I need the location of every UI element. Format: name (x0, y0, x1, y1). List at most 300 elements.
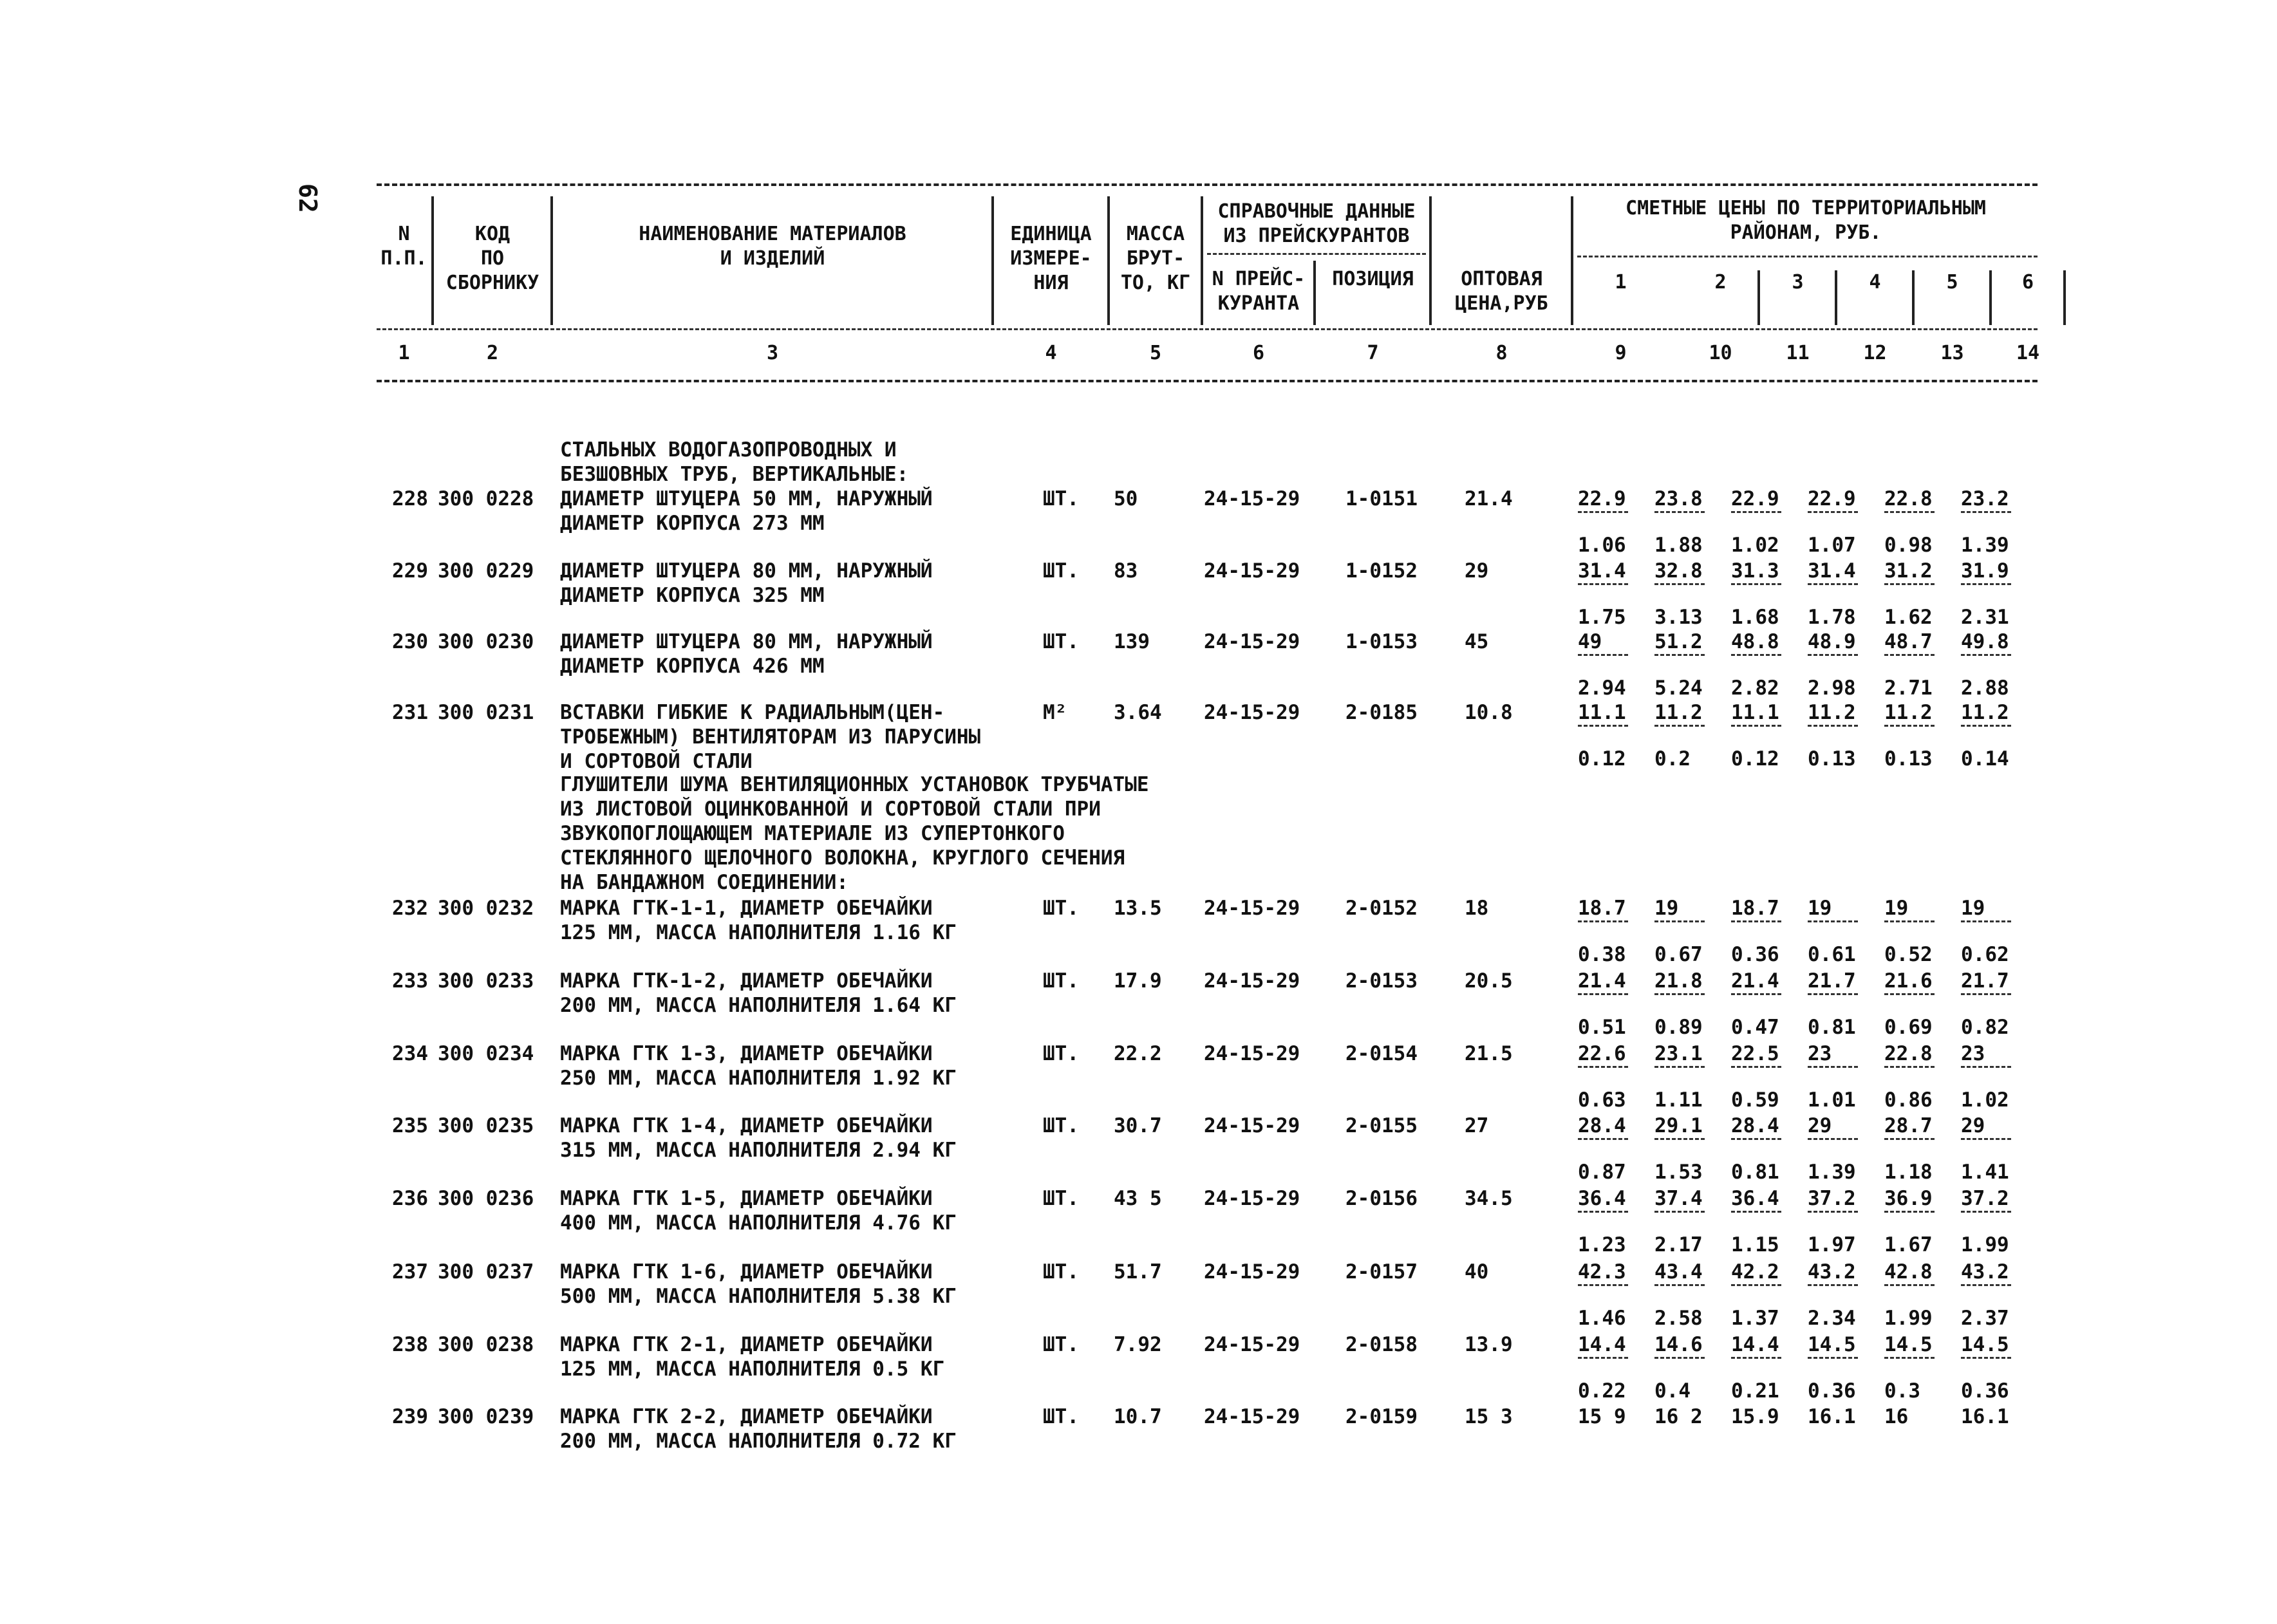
region-price: 32.8 (1654, 559, 1703, 583)
row-code: 300 0235 (438, 1114, 534, 1137)
intro-text (560, 438, 908, 487)
fraction-rule (1731, 1211, 1795, 1227)
region-freight: 0.21 (1731, 1379, 1779, 1403)
region-price: 21.7 (1808, 969, 1856, 993)
row-position: 1-0151 (1345, 487, 1418, 510)
region-freight: 0.67 (1654, 943, 1703, 966)
row-code: 300 0231 (438, 701, 534, 724)
row-wholesale-price: 21.4 (1465, 487, 1513, 510)
region-price: 16.1 (1808, 1405, 1856, 1428)
region-freight: 1.46 (1578, 1307, 1626, 1330)
row-mass: 22.2 (1114, 1042, 1162, 1065)
region-freight: 2.98 (1808, 677, 1856, 700)
row-name-line: И СОРТОВОЙ СТАЛИ (560, 750, 753, 773)
row-number: 237 (392, 1260, 428, 1283)
row-name-line: МАРКА ГТК 1-4, ДИАМЕТР ОБЕЧАЙКИ (560, 1114, 933, 1137)
table-row (377, 1260, 2038, 1333)
region-freight: 1.11 (1654, 1088, 1703, 1112)
col-number: 9 (1615, 342, 1627, 364)
row-code: 300 0228 (438, 487, 534, 510)
header-divider (1201, 196, 1203, 325)
row-wholesale-price: 13.9 (1465, 1333, 1513, 1356)
region-price: 43.2 (1808, 1260, 1856, 1283)
header-text: СМЕТНЫЕ ЦЕНЫ ПО ТЕРРИТОРИАЛЬНЫМ (1626, 197, 1986, 219)
header-text: ПО (480, 247, 505, 270)
col-number: 11 (1786, 342, 1810, 364)
fraction-rule (1961, 725, 2025, 742)
col-number: 5 (1149, 342, 1162, 364)
region-freight: 1.68 (1731, 606, 1779, 629)
header-text: ТО, КГ (1120, 272, 1191, 294)
row-code: 300 0230 (438, 630, 534, 653)
row-unit: ШТ. (1043, 1405, 1079, 1428)
region-freight: 1.02 (1961, 1088, 2009, 1112)
header-divider (1429, 196, 1432, 325)
header-price-group (1574, 196, 2038, 245)
row-price-list: 24-15-29 (1204, 897, 1300, 920)
region-freight: 1.75 (1578, 606, 1626, 629)
region-price: 19 (1654, 897, 1679, 920)
region-freight: 0.13 (1808, 747, 1856, 770)
region-freight: 3.13 (1654, 606, 1703, 629)
fraction-rule (1731, 725, 1795, 742)
row-name-line: МАРКА ГТК-1-1, ДИАМЕТР ОБЕЧАЙКИ (560, 897, 933, 920)
row-price-list: 24-15-29 (1204, 701, 1300, 724)
row-position: 1-0153 (1345, 630, 1418, 653)
region-price: 11.2 (1884, 701, 1933, 724)
fraction-rule (1654, 1284, 1719, 1301)
fraction-rule (1884, 993, 1949, 1010)
col-number: 8 (1495, 342, 1508, 364)
region-freight: 0.2 (1654, 747, 1691, 770)
region-freight: 0.61 (1808, 943, 1856, 966)
region-freight: 0.81 (1731, 1161, 1779, 1184)
row-name (560, 1114, 957, 1162)
row-wholesale-price: 15 3 (1465, 1405, 1513, 1428)
row-name-line: ДИАМЕТР КОРПУСА 426 ММ (560, 655, 825, 678)
table-row (377, 969, 2038, 1042)
region-freight: 1.39 (1808, 1161, 1856, 1184)
header-col-unit (995, 222, 1107, 295)
row-name-line: ДИАМЕТР ШТУЦЕРА 80 ММ, НАРУЖНЫЙ (560, 559, 933, 583)
row-name (560, 896, 957, 945)
row-name (560, 1041, 957, 1090)
header-ref-group (1204, 200, 1429, 248)
region-price: 18.7 (1578, 897, 1626, 920)
region-price: 18.7 (1731, 897, 1779, 920)
region-freight: 2.34 (1808, 1307, 1856, 1330)
row-price-list: 24-15-29 (1204, 969, 1300, 993)
region-price: 48.8 (1731, 630, 1779, 653)
header-text: НАИМЕНОВАНИЕ МАТЕРИАЛОВ (639, 223, 906, 245)
fraction-rule (1884, 583, 1949, 600)
region-price: 37.4 (1654, 1187, 1703, 1210)
region-price: 16 2 (1654, 1405, 1703, 1428)
row-position: 2-0185 (1345, 701, 1418, 724)
header-divider (2063, 270, 2066, 325)
row-wholesale-price: 45 (1465, 630, 1489, 653)
region-price: 31.2 (1884, 559, 1933, 583)
header-col-name (554, 222, 991, 271)
row-unit: ШТ. (1043, 1260, 1079, 1283)
header-region: 1 (1615, 271, 1627, 294)
region-freight: 0.86 (1884, 1088, 1933, 1112)
fraction-rule (1961, 1066, 2025, 1083)
region-freight: 0.14 (1961, 747, 2009, 770)
col-number: 6 (1252, 342, 1265, 364)
header-divider (431, 196, 434, 325)
region-freight: 1.53 (1654, 1161, 1703, 1184)
region-freight: 0.89 (1654, 1016, 1703, 1039)
region-price: 22.9 (1808, 487, 1856, 510)
row-position: 2-0158 (1345, 1333, 1418, 1356)
fraction-rule (1731, 583, 1795, 600)
row-wholesale-price: 40 (1465, 1260, 1489, 1283)
region-price: 42.8 (1884, 1260, 1933, 1283)
region-price: 22.8 (1884, 1042, 1933, 1065)
region-freight: 0.3 (1884, 1379, 1920, 1403)
header-text: БРУТ- (1126, 247, 1185, 270)
region-freight: 2.17 (1654, 1233, 1703, 1256)
region-price: 23 (1808, 1042, 1832, 1065)
row-number: 236 (392, 1187, 428, 1210)
header-col-pos (1317, 267, 1429, 292)
region-price: 48.9 (1808, 630, 1856, 653)
row-number: 232 (392, 897, 428, 920)
fraction-rule (1961, 511, 2025, 528)
region-freight: 1.39 (1961, 534, 2009, 557)
row-position: 2-0159 (1345, 1405, 1418, 1428)
group-line: СТЕКЛЯННОГО ЩЕЛОЧНОГО ВОЛОКНА, КРУГЛОГО СЕЧЕНИЯ (560, 846, 1125, 870)
fraction-rule (1961, 1138, 2025, 1155)
row-number: 228 (392, 487, 428, 510)
row-price-list: 24-15-29 (1204, 1333, 1300, 1356)
fraction-rule (1731, 1357, 1795, 1374)
header-divider (1313, 261, 1316, 325)
fraction-rule (1884, 1138, 1949, 1155)
fraction-rule (1654, 920, 1719, 937)
row-position: 2-0152 (1345, 897, 1418, 920)
region-freight: 1.62 (1884, 606, 1933, 629)
header-text: П.П. (380, 247, 427, 270)
fraction-rule (1884, 1284, 1949, 1301)
header-text: ИЗМЕРЕ- (1010, 247, 1092, 270)
region-freight: 1.99 (1961, 1233, 2009, 1256)
region-price: 42.3 (1578, 1260, 1626, 1283)
row-name-line: МАРКА ГТК 1-6, ДИАМЕТР ОБЕЧАЙКИ (560, 1260, 933, 1283)
fraction-rule (1731, 993, 1795, 1010)
header-region: 3 (1792, 271, 1804, 294)
fraction-rule (1808, 1138, 1872, 1155)
region-price: 22.5 (1731, 1042, 1779, 1065)
row-unit: ШТ. (1043, 487, 1079, 510)
row-position: 1-0152 (1345, 559, 1418, 583)
region-price: 14.4 (1578, 1333, 1626, 1356)
region-price: 22.9 (1578, 487, 1626, 510)
row-mass: 17.9 (1114, 969, 1162, 993)
header-text: ПОЗИЦИЯ (1332, 268, 1414, 290)
fraction-rule (1654, 993, 1719, 1010)
header-text: ОПТОВАЯ (1461, 268, 1542, 290)
group-line: ГЛУШИТЕЛИ ШУМА ВЕНТИЛЯЦИОННЫХ УСТАНОВОК ТРУБЧАТЫЕ (560, 773, 1149, 796)
group-heading (560, 772, 1149, 895)
fraction-rule (1578, 1066, 1642, 1083)
header-divider (991, 196, 994, 325)
row-name (560, 1332, 944, 1381)
region-freight: 0.69 (1884, 1016, 1933, 1039)
row-code: 300 0238 (438, 1333, 534, 1356)
fraction-rule (1808, 725, 1872, 742)
row-price-list: 24-15-29 (1204, 630, 1300, 653)
region-freight: 0.82 (1961, 1016, 2009, 1039)
region-price: 21.6 (1884, 969, 1933, 993)
region-price: 29 (1961, 1114, 1985, 1137)
region-freight: 2.82 (1731, 677, 1779, 700)
region-freight: 0.52 (1884, 943, 1933, 966)
col-number: 13 (1940, 342, 1964, 364)
region-price: 31.9 (1961, 559, 2009, 583)
table-row (377, 1332, 2038, 1406)
header-text: КОД (474, 223, 511, 245)
region-freight: 0.22 (1578, 1379, 1626, 1403)
fraction-rule (1884, 1211, 1949, 1227)
row-unit: ШТ. (1043, 1187, 1079, 1210)
table-row (377, 700, 2038, 774)
row-price-list: 24-15-29 (1204, 1405, 1300, 1428)
row-number: 230 (392, 630, 428, 653)
region-freight: 0.98 (1884, 534, 1933, 557)
row-wholesale-price: 20.5 (1465, 969, 1513, 993)
row-mass: 43 5 (1114, 1187, 1162, 1210)
row-unit: ШТ. (1043, 897, 1079, 920)
row-name (560, 1260, 957, 1309)
region-freight: 1.37 (1731, 1307, 1779, 1330)
region-freight: 1.97 (1808, 1233, 1856, 1256)
col-number: 10 (1709, 342, 1732, 364)
region-price: 16 (1884, 1405, 1909, 1428)
row-position: 2-0156 (1345, 1187, 1418, 1210)
region-freight: 5.24 (1654, 677, 1703, 700)
col-number: 1 (398, 342, 410, 364)
row-position: 2-0157 (1345, 1260, 1418, 1283)
region-freight: 1.78 (1808, 606, 1856, 629)
row-number: 231 (392, 701, 428, 724)
row-name (560, 1186, 957, 1235)
fraction-rule (1578, 654, 1642, 671)
region-price: 16.1 (1961, 1405, 2009, 1428)
fraction-rule (1884, 1357, 1949, 1374)
header-mid-rule (377, 328, 2038, 330)
row-price-list: 24-15-29 (1204, 1114, 1300, 1137)
row-name (560, 969, 957, 1018)
row-mass: 30.7 (1114, 1114, 1162, 1137)
row-price-list: 24-15-29 (1204, 559, 1300, 583)
region-price: 22.8 (1884, 487, 1933, 510)
row-price-list: 24-15-29 (1204, 487, 1300, 510)
region-price: 14.4 (1731, 1333, 1779, 1356)
region-price: 28.7 (1884, 1114, 1933, 1137)
region-price: 22.6 (1578, 1042, 1626, 1065)
row-code: 300 0232 (438, 897, 534, 920)
row-name (560, 559, 933, 608)
region-freight: 0.12 (1578, 747, 1626, 770)
row-code: 300 0234 (438, 1042, 534, 1065)
region-price: 19 (1808, 897, 1832, 920)
region-price: 11.2 (1961, 701, 2009, 724)
group-line: ЗВУКОПОГЛОЩАЮЩЕМ МАТЕРИАЛЕ ИЗ СУПЕРТОНКОГО (560, 822, 1065, 845)
fraction-rule (1654, 1138, 1719, 1155)
region-price: 31.3 (1731, 559, 1779, 583)
row-mass: 50 (1114, 487, 1138, 510)
region-freight: 0.12 (1731, 747, 1779, 770)
fraction-rule (1578, 511, 1642, 528)
fraction-rule (1731, 920, 1795, 937)
row-name-line: МАРКА ГТК 1-5, ДИАМЕТР ОБЕЧАЙКИ (560, 1187, 933, 1210)
region-freight: 0.62 (1961, 943, 2009, 966)
header-divider (550, 196, 553, 325)
fraction-rule (1808, 1284, 1872, 1301)
row-name-line: ДИАМЕТР ШТУЦЕРА 50 ММ, НАРУЖНЫЙ (560, 487, 933, 510)
fraction-rule (1961, 920, 2025, 937)
region-price: 14.5 (1808, 1333, 1856, 1356)
fraction-rule (1884, 920, 1949, 937)
fraction-rule (1654, 1357, 1719, 1374)
row-wholesale-price: 34.5 (1465, 1187, 1513, 1210)
fraction-rule (1884, 1066, 1949, 1083)
fraction-rule (1578, 725, 1642, 742)
region-price: 11.1 (1578, 701, 1626, 724)
row-position: 2-0155 (1345, 1114, 1418, 1137)
header-col-opt (1432, 267, 1571, 316)
table-row (377, 1186, 2038, 1260)
row-name-line: ДИАМЕТР КОРПУСА 273 ММ (560, 512, 825, 535)
region-freight: 2.94 (1578, 677, 1626, 700)
fraction-rule (1961, 654, 2025, 671)
intro-line: СТАЛЬНЫХ ВОДОГАЗОПРОВОДНЫХ И (560, 438, 897, 462)
fraction-rule (1884, 654, 1949, 671)
region-freight: 0.36 (1808, 1379, 1856, 1403)
row-unit: ШТ. (1043, 1114, 1079, 1137)
fraction-rule (1654, 583, 1719, 600)
table-row (377, 1114, 2038, 1187)
header-text: ЦЕНА,РУБ (1455, 292, 1548, 315)
region-freight: 1.07 (1808, 534, 1856, 557)
row-name-line: МАРКА ГТК-1-2, ДИАМЕТР ОБЕЧАЙКИ (560, 969, 933, 993)
row-name-line: ТРОБЕЖНЫМ) ВЕНТИЛЯТОРАМ ИЗ ПАРУСИНЫ (560, 725, 981, 749)
row-name (560, 487, 933, 536)
header-divider (1571, 196, 1573, 325)
row-unit: М² (1043, 701, 1067, 724)
row-name-line: ВСТАВКИ ГИБКИЕ К РАДИАЛЬНЫМ(ЦЕН- (560, 701, 945, 724)
col-number: 12 (1863, 342, 1887, 364)
row-name-line: 200 ММ, МАССА НАПОЛНИТЕЛЯ 1.64 КГ (560, 994, 957, 1017)
region-freight: 2.37 (1961, 1307, 2009, 1330)
fraction-rule (1654, 1066, 1719, 1083)
row-unit: ШТ. (1043, 630, 1079, 653)
row-wholesale-price: 18 (1465, 897, 1489, 920)
group-line: ИЗ ЛИСТОВОЙ ОЦИНКОВАННОЙ И СОРТОВОЙ СТАЛИ ПРИ (560, 798, 1101, 821)
table-row (377, 559, 2038, 632)
fraction-rule (1654, 725, 1719, 742)
row-position: 2-0153 (1345, 969, 1418, 993)
region-price: 28.4 (1578, 1114, 1626, 1137)
header-col-pk (1204, 267, 1313, 316)
row-code: 300 0236 (438, 1187, 534, 1210)
fraction-rule (1961, 1211, 2025, 1227)
header-region: 4 (1869, 271, 1881, 294)
region-price: 28.4 (1731, 1114, 1779, 1137)
col-number: 4 (1045, 342, 1057, 364)
region-freight: 2.88 (1961, 677, 2009, 700)
table-row (377, 1405, 2038, 1478)
row-unit: ШТ. (1043, 969, 1079, 993)
header-dash (1207, 253, 1426, 255)
row-number: 233 (392, 969, 428, 993)
fraction-rule (1578, 1211, 1642, 1227)
region-price: 15 9 (1578, 1405, 1626, 1428)
region-freight: 0.87 (1578, 1161, 1626, 1184)
fraction-rule (1731, 1066, 1795, 1083)
row-unit: ШТ. (1043, 559, 1079, 583)
header-text: ИЗ ПРЕЙСКУРАНТОВ (1223, 225, 1410, 247)
region-price: 23 (1961, 1042, 1985, 1065)
header-region: 6 (2021, 271, 2034, 294)
region-freight: 1.01 (1808, 1088, 1856, 1112)
fraction-rule (1578, 1357, 1642, 1374)
header-divider (1835, 270, 1837, 325)
header-text: НИЯ (1033, 272, 1069, 294)
row-wholesale-price: 27 (1465, 1114, 1489, 1137)
group-line: НА БАНДАЖНОМ СОЕДИНЕНИИ: (560, 871, 848, 894)
fraction-rule (1808, 1357, 1872, 1374)
row-mass: 13.5 (1114, 897, 1162, 920)
region-freight: 1.88 (1654, 534, 1703, 557)
fraction-rule (1654, 511, 1719, 528)
region-freight: 0.36 (1731, 943, 1779, 966)
region-price: 11.1 (1731, 701, 1779, 724)
region-price: 23.8 (1654, 487, 1703, 510)
fraction-rule (1578, 1284, 1642, 1301)
fraction-rule (1961, 583, 2025, 600)
header-text: И ИЗДЕЛИЙ (720, 247, 825, 270)
row-name-line: МАРКА ГТК 1-3, ДИАМЕТР ОБЕЧАЙКИ (560, 1042, 933, 1065)
header-divider (1107, 196, 1110, 325)
row-name (560, 1405, 957, 1453)
fraction-rule (1731, 1284, 1795, 1301)
region-freight: 0.4 (1654, 1379, 1691, 1403)
region-price: 21.8 (1654, 969, 1703, 993)
region-freight: 1.67 (1884, 1233, 1933, 1256)
row-number: 234 (392, 1042, 428, 1065)
header-col-n (377, 222, 431, 271)
region-price: 11.2 (1654, 701, 1703, 724)
row-price-list: 24-15-29 (1204, 1187, 1300, 1210)
region-freight: 1.15 (1731, 1233, 1779, 1256)
region-price: 21.7 (1961, 969, 2009, 993)
header-text: N (398, 223, 410, 245)
row-unit: ШТ. (1043, 1042, 1079, 1065)
intro-line: БЕЗШОВНЫХ ТРУБ, ВЕРТИКАЛЬНЫЕ: (560, 463, 909, 486)
row-wholesale-price: 10.8 (1465, 701, 1513, 724)
fraction-rule (1884, 511, 1949, 528)
region-freight: 1.18 (1884, 1161, 1933, 1184)
row-price-list: 24-15-29 (1204, 1042, 1300, 1065)
col-number: 3 (766, 342, 779, 364)
region-price: 29 (1808, 1114, 1832, 1137)
row-name-line: ДИАМЕТР КОРПУСА 325 ММ (560, 584, 825, 607)
region-price: 11.2 (1808, 701, 1856, 724)
row-price-list: 24-15-29 (1204, 1260, 1300, 1283)
